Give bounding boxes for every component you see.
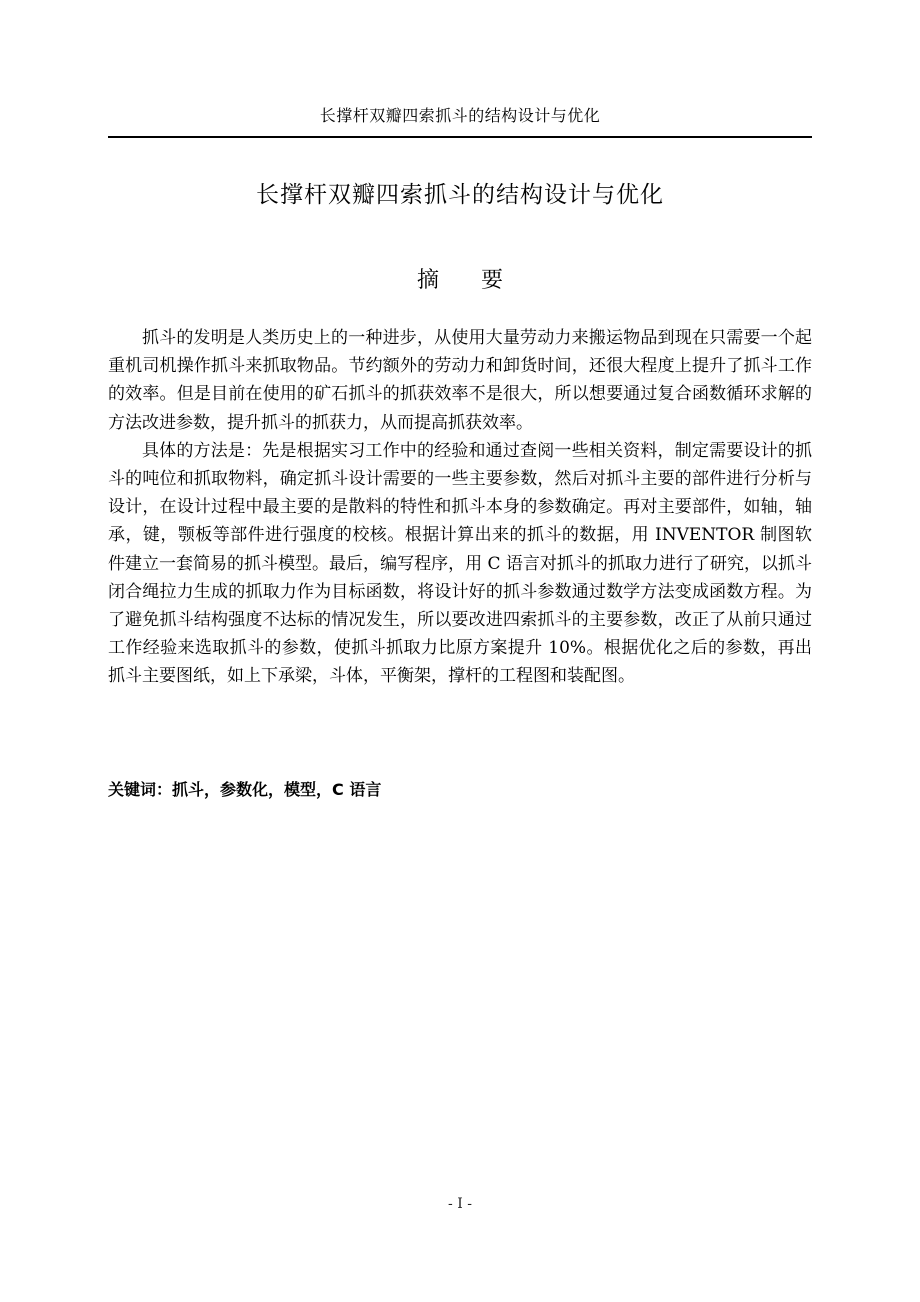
abstract-heading bbox=[108, 264, 812, 298]
page-title: 长撑杆双瓣四索抓斗的结构设计与优化 bbox=[256, 182, 664, 208]
keywords-line: 关键词：抓斗，参数化，模型，C 语言 bbox=[108, 780, 382, 799]
page-number: - I - bbox=[448, 1196, 472, 1212]
abstract-body bbox=[108, 324, 812, 691]
abstract-paragraph-1: 抓斗的发明是人类历史上的一种进步，从使用大量劳动力来搬运物品到现在只需要一个起重机司机操作抓斗来抓取物品。节约额外的劳动力和卸货时间，还很大程度上提升了抓斗工作的效率。但是目前在使用的矿石抓斗的抓获效率不是很大，所以想要通过复合函数循环求解的方法改进参数，提升抓斗的抓获力，从而提高抓获效率。 bbox=[108, 328, 812, 433]
abstract-paragraph-2: 具体的方法是：先是根据实习工作中的经验和通过查阅一些相关资料，制定需要设计的抓斗的吨位和抓取物料，确定抓斗设计需要的一些主要参数，然后对抓斗主要的部件进行分析与设计，在设计过程中最主要的是散料的特性和抓斗本身的参数确定。再对主要部件，如轴，轴承，键，颚板等部件进行强度的校核。根据计算出来的抓斗的数据，用 INVENTOR 制图软件建立一套简易的抓斗模型。最后，编写程序，用 C 语言对抓斗的抓取力进行了研究，以抓斗闭合绳拉力生成的抓取力作为目标函数，将设计好的抓斗参数通过数学方法变成函数方程。为了避免抓斗结构强度不达标的情况发生，所以要改进四索抓斗的主要参数，改正了从前只通过工作经验来选取抓斗的参数，使抓斗抓取力比原方案提升 10%。根据优化之后的参数，再出抓斗主要图纸，如上下承梁，斗体，平衡架，撑杆的工程图和装配图。 bbox=[108, 440, 812, 687]
header-rule bbox=[108, 136, 812, 138]
running-header: 长撑杆双瓣四索抓斗的结构设计与优化 bbox=[319, 106, 601, 125]
abstract-heading-char: 摘 bbox=[416, 268, 439, 293]
abstract-heading-char: 要 bbox=[481, 268, 504, 293]
